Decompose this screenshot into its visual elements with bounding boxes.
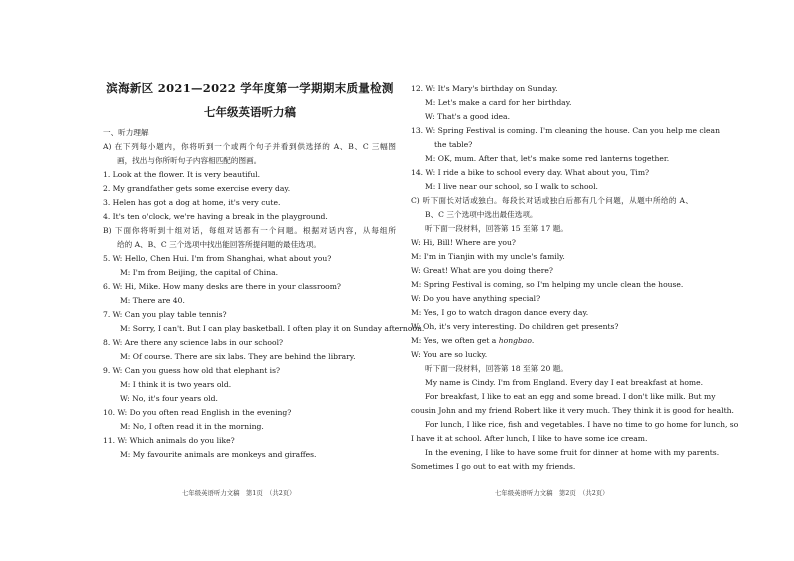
transcript-line: M: I live near our school, so I walk to school.: [425, 182, 598, 191]
transcript-line: M: OK, mum. After that, let's make some red lanterns together.: [425, 154, 670, 163]
page-footer: 七年级英语听力文稿 第1页 （共2页）: [182, 489, 296, 497]
transcript-line: 4. It's ten o'clock, we're having a break in the playground.: [103, 212, 328, 221]
page-footer: 七年级英语听力文稿 第2页 （共2页）: [495, 489, 609, 497]
transcript-line: 13. W: Spring Festival is coming. I'm cleaning the house. Can you help me clean: [411, 126, 720, 135]
transcript-line: M: Spring Festival is coming, so I'm helping my uncle clean the house.: [411, 280, 684, 289]
passage-line: For breakfast, I like to eat an egg and some bread. I don't like milk. But my: [425, 392, 716, 401]
transcript-line: 11. W: Which animals do you like?: [103, 436, 235, 445]
instruction-c-cont: B、C 三个选项中选出最佳选项。: [425, 210, 538, 219]
transcript-line: M: Yes, I go to watch dragon dance every day.: [411, 308, 589, 317]
passage-line: In the evening, I like to have some fruit for dinner at home with my parents.: [425, 448, 720, 457]
instruction-b-cont: 给的 A、B、C 三个选项中找出能回答所提问题的最佳选项。: [117, 240, 321, 249]
transcript-line: 5. W: Hello, Chen Hui. I'm from Shanghai, what about you?: [103, 254, 332, 263]
transcript-line: W: Hi, Bill! Where are you?: [411, 238, 516, 247]
transcript-line: W: You are so lucky.: [411, 350, 488, 359]
transcript-line: M: My favourite animals are monkeys and giraffes.: [120, 450, 317, 459]
section-heading: 一、听力理解: [103, 128, 149, 137]
transcript-line: W: That's a good idea.: [425, 112, 510, 121]
transcript-line: 2. My grandfather gets some exercise every day.: [103, 184, 291, 193]
transcript-line: M: Sorry, I can't. But I can play basketball. I often play it on Sunday afternoon.: [120, 324, 425, 333]
transcript-line: 3. Helen has got a dog at home, it's very cute.: [103, 198, 281, 207]
transcript-line: [411, 336, 534, 346]
passage-line: cousin John and my friend Robert like it very much. They think it is good for health.: [411, 406, 734, 415]
transcript-line: M: Of course. There are six labs. They are behind the library.: [120, 352, 356, 361]
exam-subtitle: 七年级英语听力稿: [204, 105, 296, 119]
passage-line: My name is Cindy. I'm from England. Every day I eat breakfast at home.: [425, 378, 704, 387]
instruction-c: C) 听下面长对话或独白。每段长对话或独白后都有几个问题，从题中所给的 A、: [411, 196, 693, 205]
hongbao-word: hongbao: [498, 336, 532, 345]
transcript-line: W: No, it's four years old.: [120, 394, 218, 403]
transcript-line: M: I'm from Beijing, the capital of China.: [120, 268, 279, 277]
transcript-line: M: There are 40.: [120, 296, 185, 305]
transcript-line: 7. W: Can you play table tennis?: [103, 310, 227, 319]
exam-title: 滨海新区 2021—2022 学年度第一学期期末质量检测: [106, 81, 394, 95]
transcript-line: 1. Look at the flower. It is very beautiful.: [103, 170, 261, 179]
listening-prompt: 听下面一段材料，回答第 18 至第 20 题。: [425, 364, 568, 373]
listening-prompt: 听下面一段材料，回答第 15 至第 17 题。: [425, 224, 568, 233]
transcript-line: 12. W: It's Mary's birthday on Sunday.: [411, 84, 558, 93]
transcript-line: W: Oh, it's very interesting. Do children get presents?: [411, 322, 619, 331]
transcript-line: M: I'm in Tianjin with my uncle's family.: [411, 252, 565, 261]
transcript-line: 10. W: Do you often read English in the evening?: [103, 408, 292, 417]
right-page: [397, 0, 794, 561]
transcript-line: M: No, I often read it in the morning.: [120, 422, 264, 431]
transcript-line: M: I think it is two years old.: [120, 380, 232, 389]
instruction-a-cont: 画，找出与你所听句子内容相匹配的图画。: [117, 156, 262, 165]
instruction-a: A) 在下列每小题内，你将听到一个或两个句子并看到供选择的 A、B、C 三幅图: [103, 142, 396, 151]
transcript-line: 14. W: I ride a bike to school every day. What about you, Tim?: [411, 168, 650, 177]
transcript-line: W: Great! What are you doing there?: [411, 266, 553, 275]
hongbao-period: .: [531, 336, 535, 345]
transcript-line: W: Do you have anything special?: [411, 294, 541, 303]
transcript-line-text: M: Yes, we often get a: [411, 336, 499, 345]
transcript-line: the table?: [434, 140, 473, 149]
transcript-line: 8. W: Are there any science labs in our school?: [103, 338, 284, 347]
transcript-line: 6. W: Hi, Mike. How many desks are there in your classroom?: [103, 282, 341, 291]
instruction-b: B) 下面你将听到十组对话，每组对话都有一个问题。根据对话内容，从每组所: [103, 226, 396, 235]
passage-line: Sometimes I go out to eat with my friends.: [411, 462, 576, 471]
passage-line: For lunch, I like rice, fish and vegetables. I have no time to go home for lunch, so: [425, 420, 739, 429]
transcript-line: 9. W: Can you guess how old that elephant is?: [103, 366, 281, 375]
passage-line: I have it at school. After lunch, I like to have some ice cream.: [411, 434, 648, 443]
transcript-line: M: Let's make a card for her birthday.: [425, 98, 572, 107]
